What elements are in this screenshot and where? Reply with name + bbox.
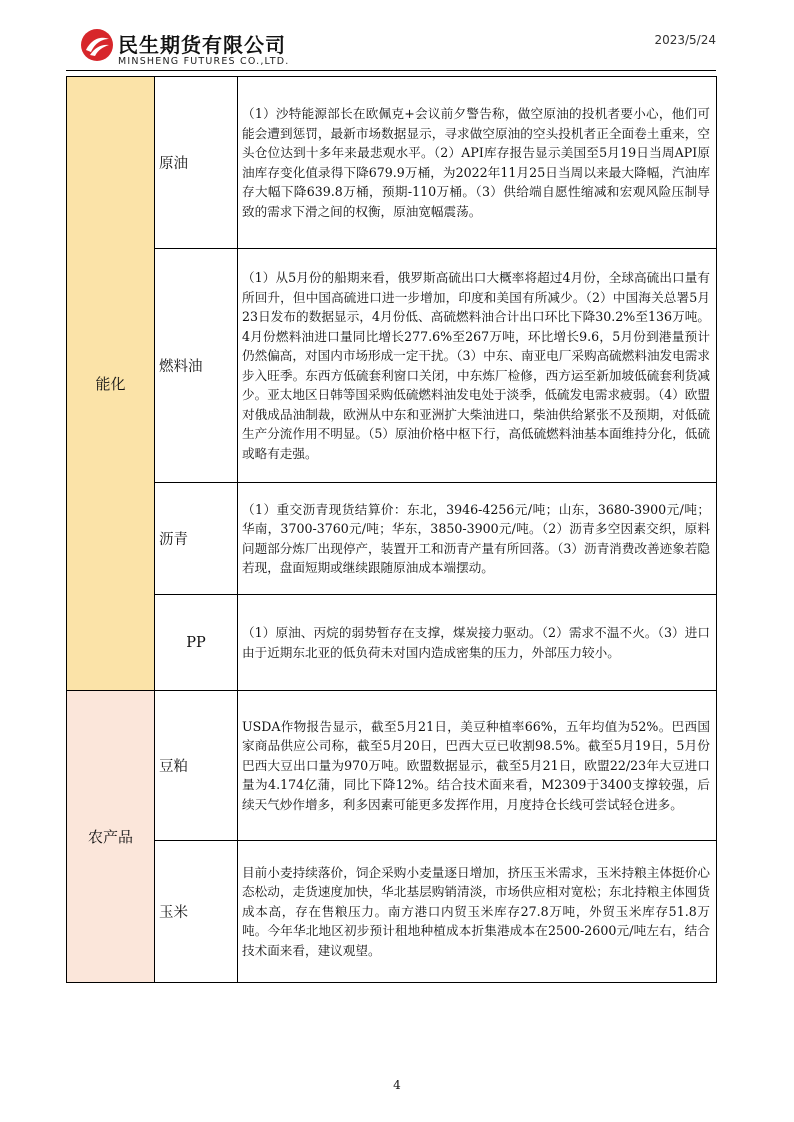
product-cell: PP — [155, 595, 238, 691]
table-row — [67, 77, 717, 249]
company-name-cn: 民生期货有限公司 — [118, 33, 286, 57]
header-divider — [66, 70, 716, 71]
content-cell: （1）沙特能源部长在欧佩克+会议前夕警告称，做空原油的投机者要小心，他们可能会遭到惩罚，最新市场数据显示，寻求做空原油的空头投机者正全面卷土重来，空头仓位达到十多年来最悲观水平。（2）API库存报告显示美国至5月19日当周API原油库存变化值录得下降679.9万桶，为2022年11月25日当周以来最大降幅，汽油库存大幅下降639.8万桶，预期-110万桶。（3）供给端自愿性缩减和宏观风险压制导致的需求下滑之间的权衡，原油宽幅震荡。 — [238, 77, 717, 249]
content-cell: （1）原油、丙烷的弱势暂存在支撑，煤炭接力驱动。（2）需求不温不火。（3）进口由于近期东北亚的低负荷未对国内造成密集的压力，外部压力较小。 — [238, 595, 717, 691]
table-row — [67, 483, 717, 595]
content-cell: （1）从5月份的船期来看，俄罗斯高硫出口大概率将超过4月份，全球高硫出口量有所回升，但中国高硫进口进一步增加，印度和美国有所减少。（2）中国海关总署5月23日发布的数据显示，4月份低、高硫燃料油合计出口环比下降30.2%至136万吨。4月份燃料油进口量同比增长277.6%至267万吨，环比增长9.6，5月份到港量预计仍然偏高，对国内市场形成一定干扰。（3）中东、南亚电厂采购高硫燃料油发电需求步入旺季。东西方低硫套利窗口关闭，中东炼厂检修，西方运至新加坡低硫套利货减少。亚太地区日韩等国采购低硫燃料油发电处于淡季，低硫发电需求疲弱。（4）欧盟对俄成品油制裁，欧洲从中东和亚洲扩大柴油进口，柴油供给紧张不及预期，对低硫生产分流作用不明显。（5）原油价格中枢下行，高低硫燃料油基本面维持分化，低硫或略有走强。 — [238, 249, 717, 483]
product-cell: 玉米 — [155, 841, 238, 983]
table-row — [67, 595, 717, 691]
commodity-table — [66, 76, 717, 983]
content-cell: USDA作物报告显示，截至5月21日，美豆种植率66%，五年均值为52%。巴西国家商品供应公司称，截至5月20日，巴西大豆已收割98.5%。截至5月19日，5月份巴西大豆出口量为970万吨。欧盟数据显示，截至5月21日，欧盟22/23年大豆进口量为4.174亿蒲，同比下降12%。结合技术面来看，M2309于3400支撑较强，后续天气炒作增多，利多因素可能更多发挥作用，月度持仓长线可尝试轻仓进多。 — [238, 691, 717, 841]
table-row — [67, 249, 717, 483]
report-date: 2023/5/24 — [654, 33, 716, 47]
table-row — [67, 691, 717, 841]
sector-cell: 能化 — [67, 77, 155, 691]
page-header — [0, 0, 794, 70]
content-cell: （1）重交沥青现货结算价：东北，3946-4256元/吨；山东，3680-3900元/吨；华南，3700-3760元/吨；华东，3850-3900元/吨。（2）沥青多空因素交织，原料问题部分炼厂出现停产，装置开工和沥青产量有所回落。（3）沥青消费改善迹象若隐若现，盘面短期或继续跟随原油成本端摆动。 — [238, 483, 717, 595]
minsheng-logo-icon — [80, 28, 114, 62]
company-name-en: MINSHENG FUTURES CO.,LTD. — [118, 56, 290, 67]
product-cell: 沥青 — [155, 483, 238, 595]
product-cell: 豆粕 — [155, 691, 238, 841]
product-cell: 燃料油 — [155, 249, 238, 483]
page-number: 4 — [393, 1078, 401, 1092]
table-row — [67, 841, 717, 983]
product-cell: 原油 — [155, 77, 238, 249]
sector-cell: 农产品 — [67, 691, 155, 983]
content-cell: 目前小麦持续落价，饲企采购小麦量逐日增加，挤压玉米需求，玉米持粮主体挺价心态松动，走货速度加快，华北基层购销清淡，市场供应相对宽松；东北持粮主体囤货成本高，存在售粮压力。南方港口内贸玉米库存27.8万吨，外贸玉米库存51.8万吨。今年华北地区初步预计租地种植成本折集港成本在2500-2600元/吨左右，结合技术面来看，建议观望。 — [238, 841, 717, 983]
